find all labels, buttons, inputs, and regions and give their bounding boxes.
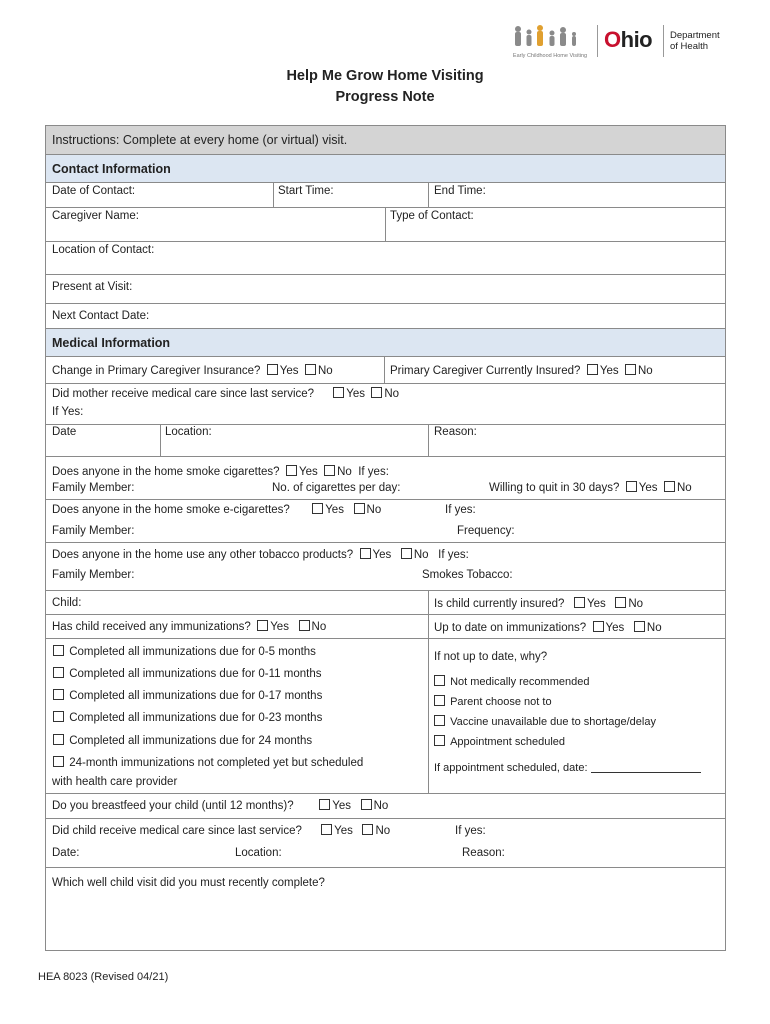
checkbox[interactable] xyxy=(53,711,64,722)
imm-option-0-5[interactable]: Completed all immunizations due for 0-5 months xyxy=(53,645,316,659)
checkbox[interactable] xyxy=(434,715,445,726)
why-option-shortage[interactable]: Vaccine unavailable due to shortage/delay xyxy=(434,715,656,729)
checkbox[interactable] xyxy=(434,695,445,706)
why-option-parent[interactable]: Parent choose not to xyxy=(434,695,552,709)
checkbox[interactable] xyxy=(299,620,310,631)
mother-care-question: Did mother receive medical care since last service? Yes No xyxy=(52,388,400,400)
checkbox[interactable] xyxy=(267,364,278,375)
rule xyxy=(45,328,726,329)
insurance-change-question: Change in Primary Caregiver Insurance? Yes No xyxy=(52,365,333,377)
smokes-tobacco-label[interactable]: Smokes Tobacco: xyxy=(422,569,513,581)
checkbox[interactable] xyxy=(587,364,598,375)
tobacco-family-member-label[interactable]: Family Member: xyxy=(52,569,135,581)
checkbox[interactable] xyxy=(626,481,637,492)
if-yes-label: If Yes: xyxy=(52,406,84,418)
checkbox[interactable] xyxy=(257,620,268,631)
cigarettes-per-day-label[interactable]: No. of cigarettes per day: xyxy=(272,482,401,494)
date-of-contact-label[interactable]: Date of Contact: xyxy=(52,185,136,197)
checkbox[interactable] xyxy=(321,824,332,835)
child-care-date-label[interactable]: Date: xyxy=(52,847,80,859)
rule xyxy=(45,638,726,639)
why-heading: If not up to date, why? xyxy=(434,651,548,663)
end-time-label[interactable]: End Time: xyxy=(434,185,486,197)
rule xyxy=(45,125,726,126)
rule xyxy=(45,241,726,242)
col-divider xyxy=(428,182,429,207)
checkbox[interactable] xyxy=(634,621,645,632)
mother-care-reason-label[interactable]: Reason: xyxy=(434,426,477,438)
checkbox[interactable] xyxy=(434,675,445,686)
page-title: Help Me Grow Home Visiting xyxy=(286,68,484,84)
checkbox[interactable] xyxy=(305,364,316,375)
caregiver-insured-question: Primary Caregiver Currently Insured? Yes No xyxy=(390,365,653,377)
checkbox[interactable] xyxy=(324,465,335,476)
medical-heading: Medical Information xyxy=(52,336,171,350)
ecbv-logo xyxy=(510,24,590,58)
imm-option-24[interactable]: Completed all immunizations due for 24 months xyxy=(53,734,312,748)
immunizations-received-question: Has child received any immunizations? Yes No xyxy=(52,621,327,633)
checkbox[interactable] xyxy=(362,824,373,835)
checkbox[interactable] xyxy=(434,735,445,746)
rule xyxy=(45,867,726,868)
caregiver-name-label[interactable]: Caregiver Name: xyxy=(52,210,139,222)
child-label[interactable]: Child: xyxy=(52,597,82,609)
col-divider xyxy=(385,207,386,241)
logo-caption: Early Childhood Home Visiting xyxy=(512,53,588,59)
ohio-wordmark xyxy=(604,27,652,53)
appointment-date-field[interactable]: If appointment scheduled, date: xyxy=(434,761,701,775)
other-tobacco-question: Does anyone in the home use any other tobacco products? Yes No If yes: xyxy=(52,549,469,561)
rule xyxy=(45,950,726,951)
type-of-contact-label[interactable]: Type of Contact: xyxy=(390,210,474,222)
instructions-text: Instructions: Complete at every home (or virtual) visit. xyxy=(52,133,348,147)
checkbox[interactable] xyxy=(319,799,330,810)
checkbox[interactable] xyxy=(53,689,64,700)
family-figures-icon xyxy=(510,24,590,48)
department-name: Department of Health xyxy=(670,30,720,52)
breastfeed-question: Do you breastfeed your child (until 12 months)? Yes No xyxy=(52,800,389,812)
checkbox[interactable] xyxy=(53,734,64,745)
col-divider xyxy=(428,424,429,456)
present-at-visit-label[interactable]: Present at Visit: xyxy=(52,281,133,293)
checkbox[interactable] xyxy=(593,621,604,632)
imm-option-0-17[interactable]: Completed all immunizations due for 0-17 months xyxy=(53,689,322,703)
table-left-border xyxy=(45,125,46,951)
logo-divider xyxy=(597,25,598,57)
smoke-cigarettes-question: Does anyone in the home smoke cigarettes? Yes No If yes: xyxy=(52,466,389,478)
checkbox[interactable] xyxy=(360,548,371,559)
checkbox[interactable] xyxy=(53,756,64,767)
child-insured-question: Is child currently insured? Yes No xyxy=(434,598,644,610)
checkbox[interactable] xyxy=(371,387,382,398)
rule xyxy=(45,424,726,425)
checkbox[interactable] xyxy=(625,364,636,375)
rule xyxy=(45,456,726,457)
willing-to-quit-question: Willing to quit in 30 days? Yes No xyxy=(489,482,692,494)
rule xyxy=(45,182,726,183)
col-divider xyxy=(428,590,429,793)
col-divider xyxy=(273,182,274,207)
rule xyxy=(45,499,726,500)
family-member-label[interactable]: Family Member: xyxy=(52,482,135,494)
checkbox[interactable] xyxy=(312,503,323,514)
why-option-appointment[interactable]: Appointment scheduled xyxy=(434,735,565,749)
checkbox[interactable] xyxy=(354,503,365,514)
col-divider xyxy=(384,356,385,383)
checkbox[interactable] xyxy=(361,799,372,810)
child-care-location-label[interactable]: Location: xyxy=(235,847,282,859)
immunizations-uptodate-question: Up to date on immunizations? Yes No xyxy=(434,622,662,634)
location-of-contact-label[interactable]: Location of Contact: xyxy=(52,244,155,256)
rule xyxy=(45,154,726,155)
checkbox[interactable] xyxy=(615,597,626,608)
child-care-question: Did child receive medical care since last service? Yes No xyxy=(52,825,391,837)
checkbox[interactable] xyxy=(53,667,64,678)
logo-divider-2 xyxy=(663,25,664,57)
imm-option-0-11[interactable]: Completed all immunizations due for 0-11 months xyxy=(53,667,321,681)
mother-care-location-label[interactable]: Location: xyxy=(165,426,212,438)
rule xyxy=(45,383,726,384)
rule xyxy=(45,274,726,275)
col-divider xyxy=(160,424,161,456)
rule xyxy=(45,590,726,591)
child-care-if-yes-label: If yes: xyxy=(455,825,486,837)
rule xyxy=(45,614,726,615)
ohio-text: Ohio xyxy=(604,27,653,52)
rule xyxy=(45,356,726,357)
form-id: HEA 8023 (Revised 04/21) xyxy=(38,971,169,983)
ecig-family-member-label[interactable]: Family Member: xyxy=(52,525,135,537)
ecig-if-yes-label: If yes: xyxy=(445,504,476,516)
why-option-not-recommended[interactable]: Not medically recommended xyxy=(434,675,589,689)
start-time-label[interactable]: Start Time: xyxy=(278,185,334,197)
child-care-reason-label[interactable]: Reason: xyxy=(462,847,505,859)
ecig-frequency-label[interactable]: Frequency: xyxy=(457,525,515,537)
checkbox[interactable] xyxy=(574,597,585,608)
rule xyxy=(45,818,726,819)
smoke-ecig-question: Does anyone in the home smoke e-cigarettes? Yes No xyxy=(52,504,382,516)
imm-option-0-23[interactable]: Completed all immunizations due for 0-23 months xyxy=(53,711,322,725)
rule xyxy=(45,303,726,304)
checkbox[interactable] xyxy=(664,481,675,492)
well-child-visit-question[interactable]: Which well child visit did you must recently complete? xyxy=(52,877,325,889)
imm-option-scheduled-cont: with health care provider xyxy=(52,776,178,788)
checkbox[interactable] xyxy=(286,465,297,476)
rule xyxy=(45,542,726,543)
checkbox[interactable] xyxy=(53,645,64,656)
imm-option-scheduled[interactable]: 24-month immunizations not completed yet but scheduled xyxy=(53,756,363,770)
table-right-border xyxy=(725,125,726,951)
contact-heading: Contact Information xyxy=(52,162,171,176)
next-contact-date-label[interactable]: Next Contact Date: xyxy=(52,310,150,322)
page-subtitle: Progress Note xyxy=(335,89,435,105)
checkbox[interactable] xyxy=(401,548,412,559)
mother-care-date-label[interactable]: Date xyxy=(52,426,77,438)
rule xyxy=(45,793,726,794)
checkbox[interactable] xyxy=(333,387,344,398)
